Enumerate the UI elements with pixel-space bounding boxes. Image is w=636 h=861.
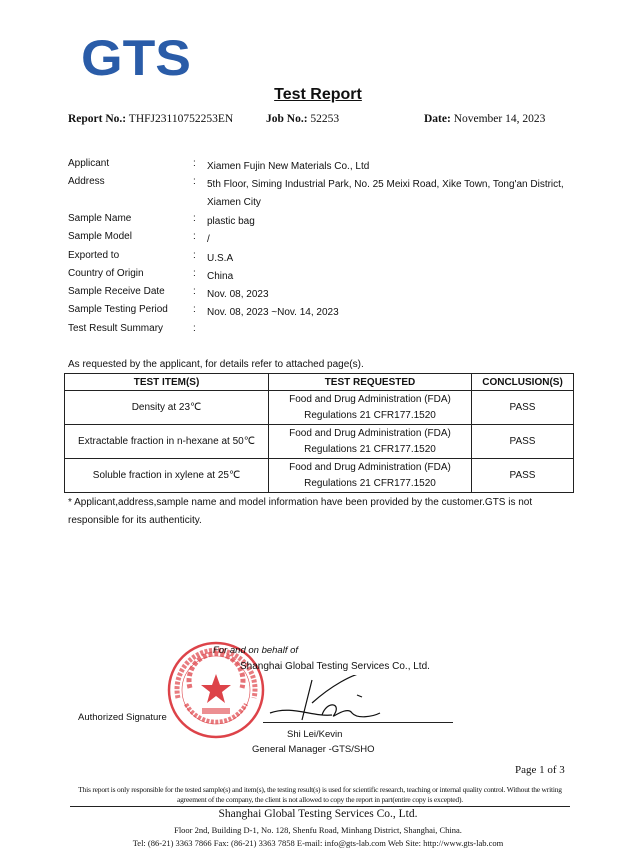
test-item: Extractable fraction in n-hexane at 50℃ xyxy=(65,425,269,459)
field-label: Country of Origin xyxy=(68,268,144,279)
conclusion: PASS xyxy=(472,425,574,459)
gts-logo xyxy=(80,36,192,78)
field-value: Nov. 08, 2023 ~Nov. 14, 2023 xyxy=(207,307,339,318)
page-title: Test Report xyxy=(274,86,362,103)
field-colon: : xyxy=(193,176,196,187)
col-header: CONCLUSION(S) xyxy=(472,374,574,391)
on-behalf-text: For and on behalf of xyxy=(213,645,299,656)
table-row xyxy=(65,425,574,459)
handwritten-signature xyxy=(262,675,392,725)
field-value: plastic bag xyxy=(207,216,255,227)
field-value: 5th Floor, Siming Industrial Park, No. 25 Meixi Road, Xike Town, Tong'an District, Xiamen City xyxy=(207,179,564,208)
field-value: Nov. 08, 2023 xyxy=(207,289,269,300)
field-label: Sample Name xyxy=(68,213,132,224)
svg-text:GTS: GTS xyxy=(81,36,191,78)
field-sample-model xyxy=(68,231,588,249)
field-value: / xyxy=(207,234,210,245)
requirement-line: Regulations 21 CFR177.1520 xyxy=(304,409,436,421)
field-address xyxy=(68,176,588,208)
field-value: China xyxy=(207,271,234,282)
table-header-row xyxy=(65,374,574,391)
requirement-line: Food and Drug Administration (FDA) xyxy=(289,393,451,405)
field-colon: : xyxy=(193,213,196,224)
field-colon: : xyxy=(193,286,196,297)
requirement-line: Regulations 21 CFR177.1520 xyxy=(304,477,436,489)
field-exported-to xyxy=(68,250,588,268)
requirement-line: Food and Drug Administration (FDA) xyxy=(289,427,451,439)
field-colon: : xyxy=(193,268,196,279)
footer-contact: Tel: (86-21) 3363 7866 Fax: (86-21) 3363 7858 E-mail: info@gts-lab.com Web Site: http://www.gts-lab.com xyxy=(132,838,504,848)
signatory-name: Shi Lei/Kevin xyxy=(287,729,343,740)
requirement-line: Regulations 21 CFR177.1520 xyxy=(304,443,436,455)
field-label: Sample Receive Date xyxy=(68,286,165,297)
field-label: Exported to xyxy=(68,250,120,261)
footer-notice: This report is only responsible for the tested sample(s) and item(s), the testing result(s) is used for scientific research, teaching or internal quality control. Without the writing agreement of the company, the client is not allowed to copy the report in part(entire copy is excepted). xyxy=(70,785,570,807)
field-country-of-origin xyxy=(68,268,588,286)
field-colon: : xyxy=(193,231,196,242)
requirement-line: Food and Drug Administration (FDA) xyxy=(289,461,451,473)
field-sample-name xyxy=(68,213,588,231)
page-number: Page 1 of 3 xyxy=(515,764,565,776)
authorized-signature-label: Authorized Signature xyxy=(78,712,167,723)
field-label: Applicant xyxy=(68,158,110,169)
col-header: TEST REQUESTED xyxy=(269,374,472,391)
col-header: TEST ITEM(S) xyxy=(65,374,269,391)
field-test-result-summary xyxy=(68,323,588,341)
table-row xyxy=(65,391,574,425)
field-colon: : xyxy=(193,250,196,261)
field-colon: : xyxy=(193,304,196,315)
signatory-title: General Manager -GTS/SHO xyxy=(252,744,375,755)
signature-company: Shanghai Global Testing Services Co., Ltd. xyxy=(240,661,430,672)
footer-address: Floor 2nd, Building D-1, No. 128, Shenfu Road, Minhang District, Shanghai, China. xyxy=(174,825,462,835)
test-requested xyxy=(269,391,472,425)
test-item: Soluble fraction in xylene at 25℃ xyxy=(65,459,269,493)
report-number: Report No.: THFJ23110752253EN xyxy=(68,113,234,125)
job-number: Job No.: 52253 xyxy=(266,113,340,125)
field-colon: : xyxy=(193,158,196,169)
results-table xyxy=(64,373,574,493)
field-value: Xiamen Fujin New Materials Co., Ltd xyxy=(207,161,370,172)
table-intro: As requested by the applicant, for details refer to attached page(s). xyxy=(68,359,364,370)
field-value: U.S.A xyxy=(207,253,234,264)
test-requested xyxy=(269,425,472,459)
footer-company: Shanghai Global Testing Services Co., Ltd. xyxy=(218,808,418,820)
field-applicant xyxy=(68,158,588,176)
test-item: Density at 23℃ xyxy=(65,391,269,425)
field-label: Sample Testing Period xyxy=(68,304,168,315)
disclaimer: * Applicant,address,sample name and model information have been provided by the customer.GTS is not responsible for its authenticity. xyxy=(68,497,533,526)
field-label: Test Result Summary xyxy=(68,323,164,334)
field-label: Sample Model xyxy=(68,231,132,242)
field-colon: : xyxy=(193,323,196,334)
field-sample-receive-date xyxy=(68,286,588,304)
field-label: Address xyxy=(68,176,105,187)
conclusion: PASS xyxy=(472,459,574,493)
report-date: Date: November 14, 2023 xyxy=(424,113,546,125)
test-requested xyxy=(269,459,472,493)
field-sample-testing-period xyxy=(68,304,588,322)
conclusion: PASS xyxy=(472,391,574,425)
table-row xyxy=(65,459,574,493)
